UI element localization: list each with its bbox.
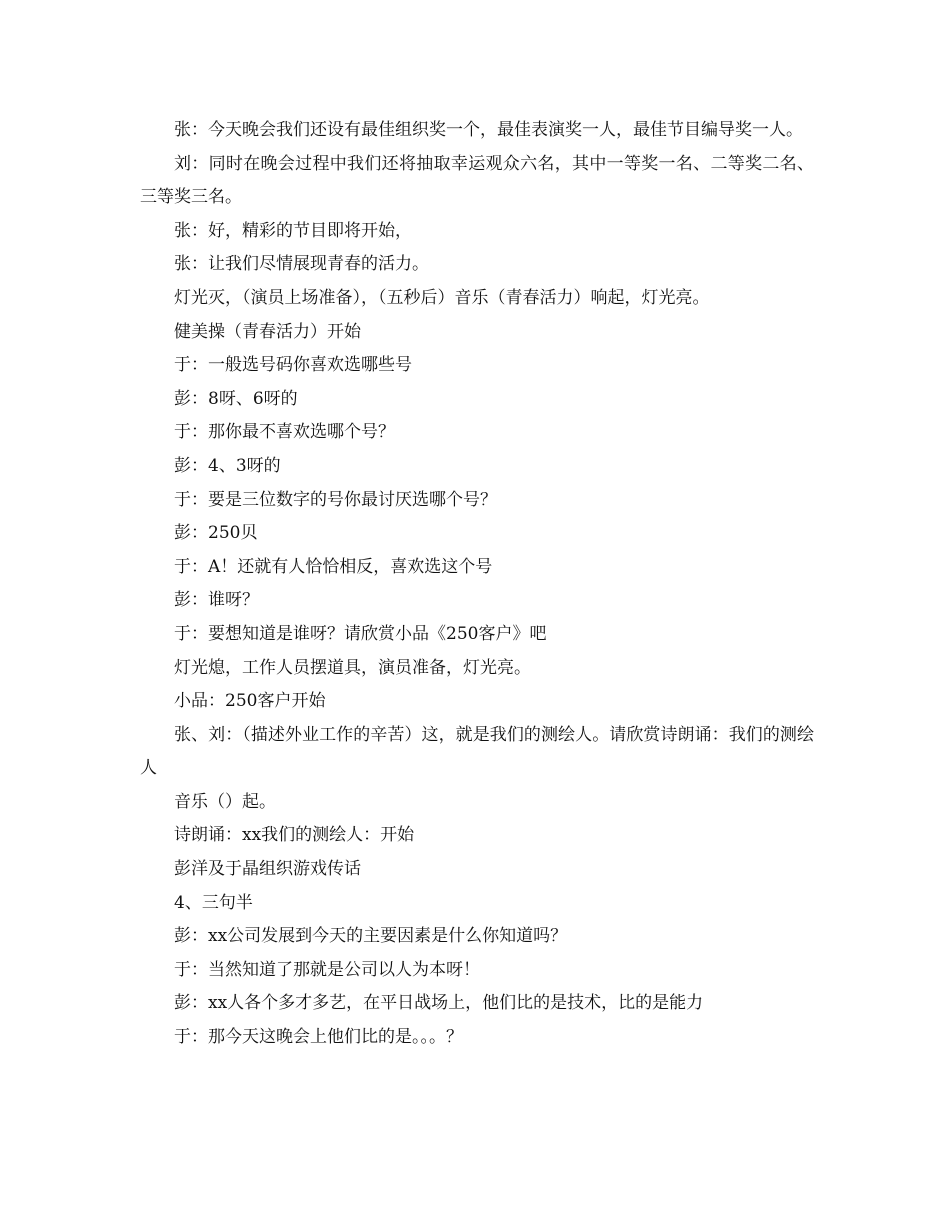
paragraph: 彭：xx公司发展到今天的主要因素是什么你知道吗？ [174,926,568,947]
paragraph: 彭：8呀、6呀的 [174,388,298,409]
paragraph: 于：那你最不喜欢选哪个号？ [174,422,395,443]
paragraph: 彭：谁呀？ [174,590,259,611]
paragraph: 于：一般选号码你喜欢选哪些号 [174,355,412,376]
paragraph: 于：A！还就有人恰恰相反，喜欢选这个号 [174,556,493,577]
paragraph: 张、刘：（描述外业工作的辛苦）这，就是我们的测绘人。请欣赏诗朗诵：我们的测绘人 [140,724,814,779]
document-body [140,114,814,1055]
paragraph: 于：当然知道了那就是公司以人为本呀！ [174,959,480,980]
paragraph: 彭：xx人各个多才多艺，在平日战场上，他们比的是技术，比的是能力 [174,993,704,1014]
paragraph: 彭：4、3呀的 [174,455,281,476]
paragraph: 刘：同时在晚会过程中我们还将抽取幸运观众六名，其中一等奖一名、二等奖二名、三等奖三名。 [140,153,814,208]
paragraph: 张：好，精彩的节目即将开始， [174,220,412,241]
paragraph: 音乐（）起。 [174,791,276,812]
paragraph: 张：让我们尽情展现青春的活力。 [174,254,429,275]
paragraph: 小品：250客户开始 [174,691,326,712]
paragraph: 彭洋及于晶组织游戏传话 [174,859,361,880]
paragraph: 张：今天晚会我们还设有最佳组织奖一个，最佳表演奖一人，最佳节目编导奖一人。 [174,120,803,140]
paragraph: 4、三句半 [174,892,253,913]
paragraph: 彭：250贝 [174,523,258,544]
paragraph: 灯光熄，工作人员摆道具，演员准备，灯光亮。 [174,657,531,678]
paragraph: 于：那今天这晚会上他们比的是。。。？ [174,1027,463,1048]
paragraph: 于：要是三位数字的号你最讨厌选哪个号？ [174,489,497,510]
paragraph: 于：要想知道是谁呀？请欣赏小品《250客户》吧 [174,623,547,644]
paragraph: 灯光灭，（演员上场准备），（五秒后）音乐（青春活力）响起，灯光亮。 [174,287,710,308]
paragraph: 健美操（青春活力）开始 [174,321,361,342]
paragraph: 诗朗诵：xx我们的测绘人：开始 [174,825,415,846]
